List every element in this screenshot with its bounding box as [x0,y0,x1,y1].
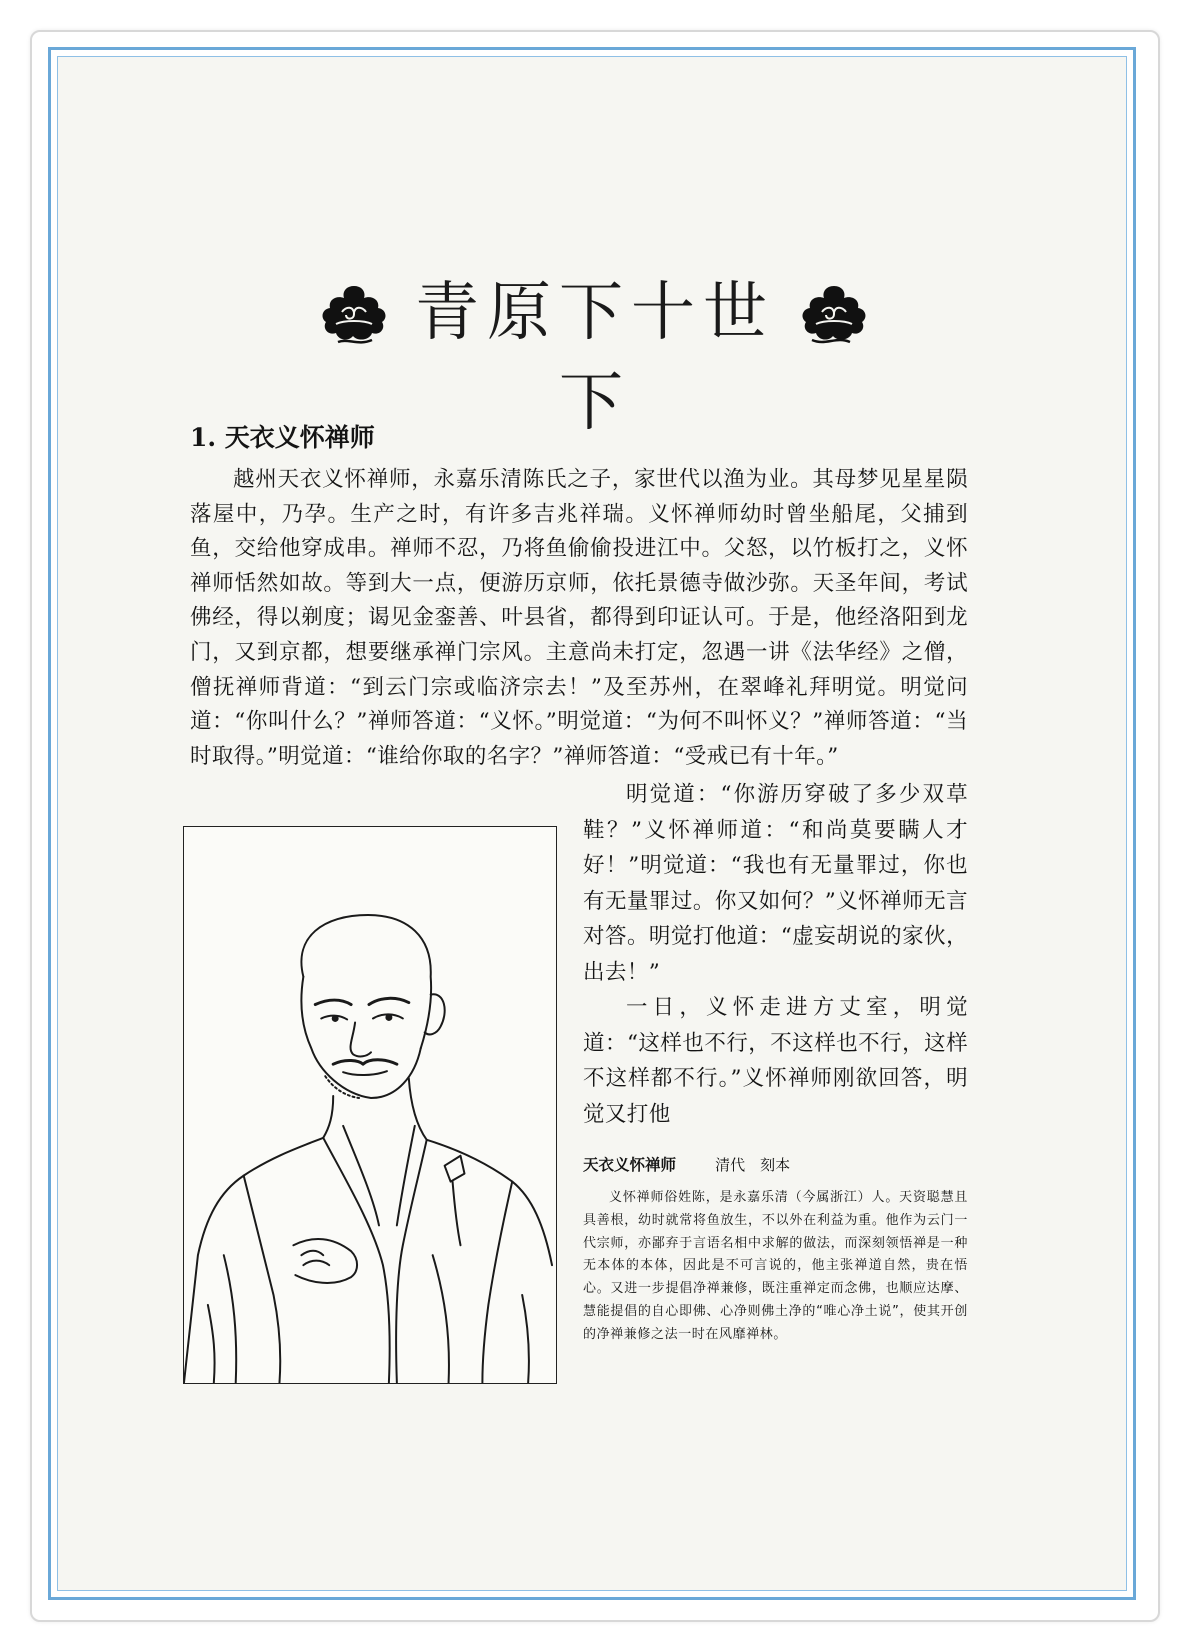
caption-title: 天衣义怀禅师 [583,1156,677,1174]
caption-text: 义怀禅师俗姓陈，是永嘉乐清（今属浙江）人。天资聪慧且具善根，幼时就常将鱼放生，不以外在利益为重。他作为云门一代宗师，亦鄙弃于言语名相中求解的做法，而深刻领悟禅是一种无本体的本体，因此是不可言说的，他主张禅道自然，贵在悟心。又进一步提倡净禅兼修，既注重禅定而念佛，也顺应达摩、慧能提倡的自心即佛、心净则佛土净的“唯心净土说”，使其开创的净禅兼修之法一时在风靡禅林。 [583,1190,968,1342]
body-paragraph: 越州天衣义怀禅师，永嘉乐清陈氏之子，家世代以渔为业。其母梦见星星陨落屋中，乃孕。生产之时，有许多吉兆祥瑞。义怀禅师幼时曾坐船尾，父捕到鱼，交给他穿成串。禅师不忍，乃将鱼偷偷投进江中。父怒，以竹板打之，义怀禅师恬然如故。等到大一点，便游历京师，依托景德寺做沙弥。天圣年间，考试佛经，得以剃度；谒见金銮善、叶县省，都得到印证认可。于是，他经洛阳到龙门，又到京都，想要继承禅门宗风。主意尚未打定，忽遇一讲《法华经》之僧，僧抚禅师背道：“到云门宗或临济宗去！”及至苏州，在翠峰礼拜明觉。明觉问道：“你叫什么？”禅师答道：“义怀。”明觉道：“为何不叫怀义？”禅师答道：“当时取得。”明觉道：“谁给你取的名字？”禅师答道：“受戒已有十年。” [190,467,968,769]
figure-caption [583,1153,968,1347]
section-heading: 1. 天衣义怀禅师 [190,423,375,452]
body-paragraph: 一日，义怀走进方丈室，明觉道：“这样也不行，不这样也不行，这样不这样都不行。”义怀禅师刚欲回答，明觉又打他 [583,995,968,1127]
monk-portrait-icon [184,827,556,1383]
auspicious-cloud-icon [318,282,390,348]
body-paragraph: 明觉道：“你游历穿破了多少双草鞋？”义怀禅师道：“和尚莫要瞒人才好！”明觉道：“我也有无量罪过，你也有无量罪过。你又如何？”义怀禅师无言对答。明觉打他道：“虚妄胡说的家伙，出去！” [583,782,968,985]
side-text-column [583,777,968,1132]
portrait-figure [183,826,557,1384]
caption-title-row [583,1153,968,1177]
chapter-title: 青原下十世下 [415,276,775,440]
auspicious-cloud-icon [798,282,870,348]
caption-source: 清代 刻本 [715,1156,791,1174]
